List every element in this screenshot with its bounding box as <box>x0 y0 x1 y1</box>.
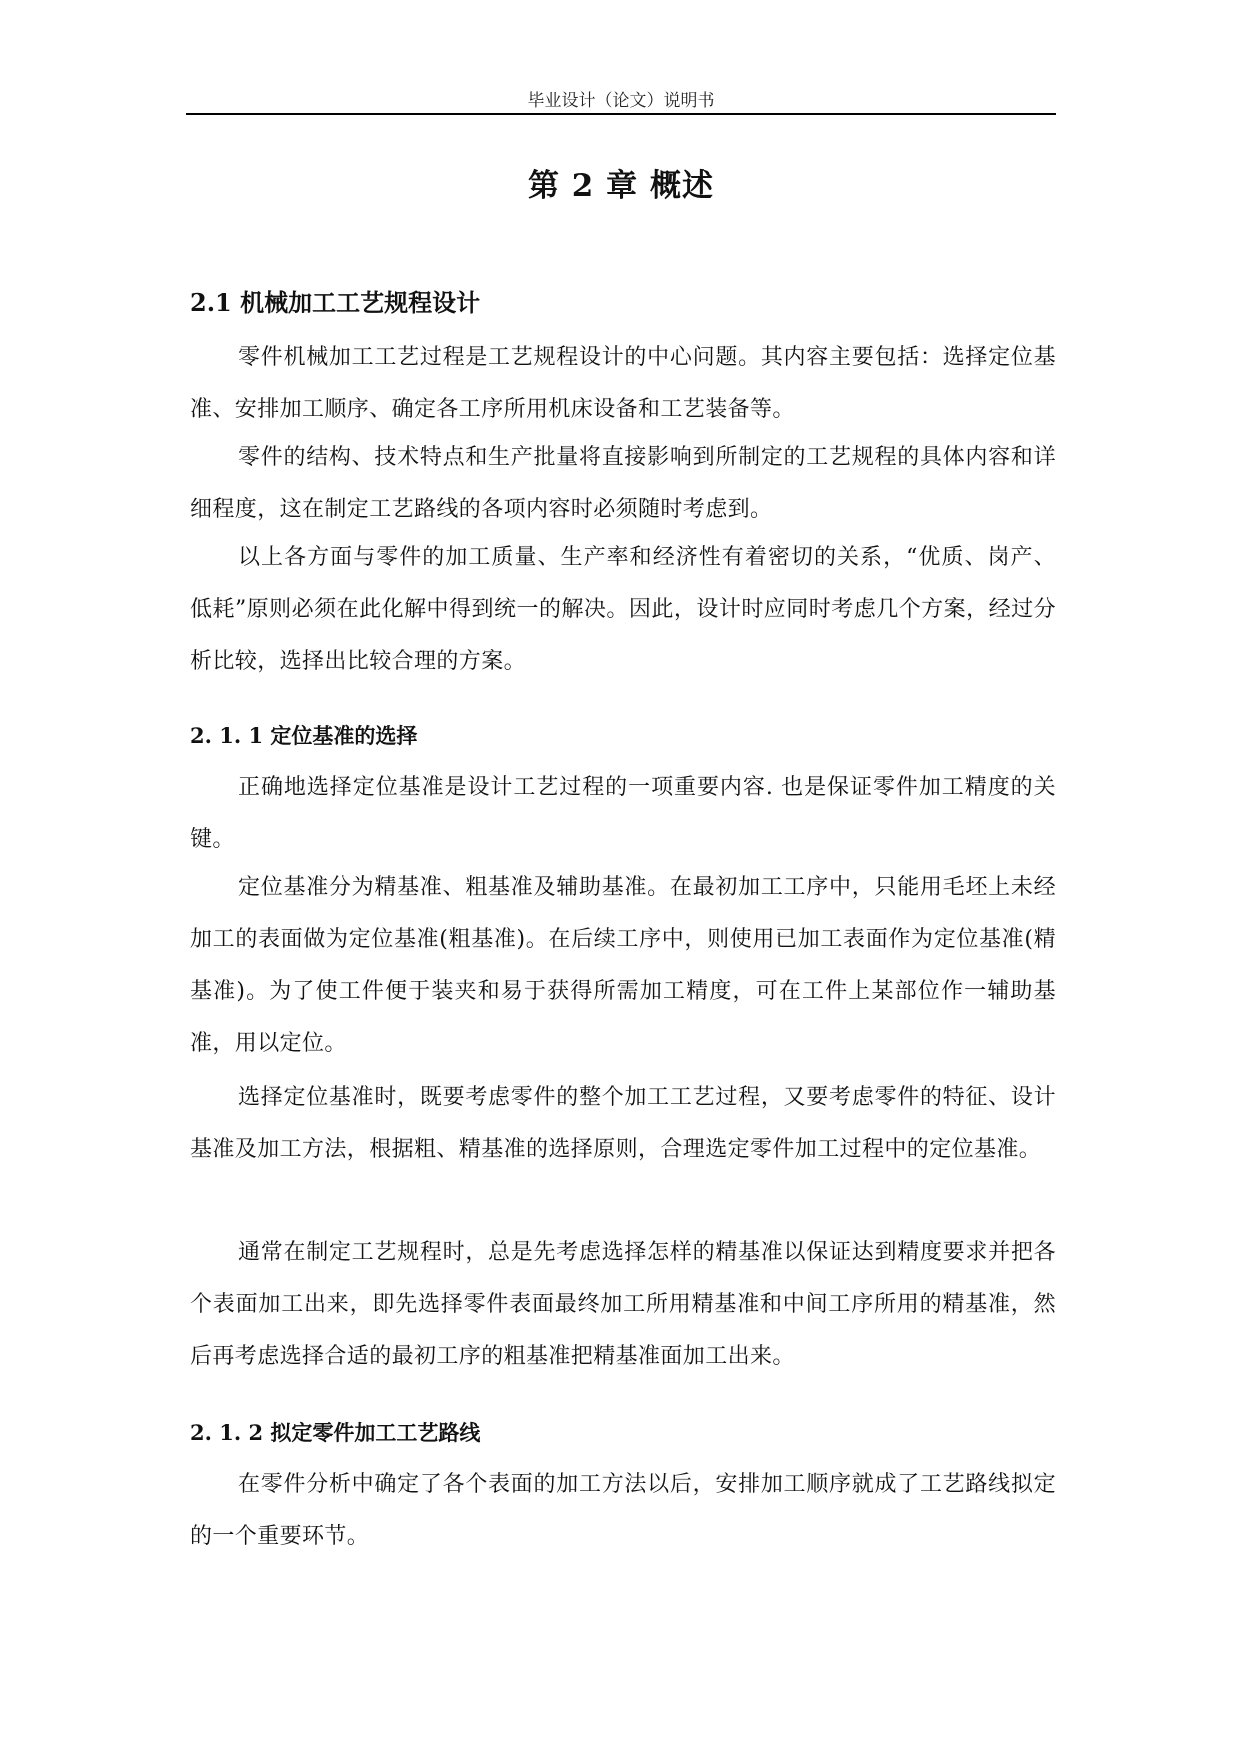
subsection-heading-2-1-2: 2. 1. 2 拟定零件加工工艺路线 <box>190 1420 481 1445</box>
paragraph: 定位基准分为精基准、粗基准及辅助基准。在最初加工工序中，只能用毛坯上未经加工的表面做为定位基准(粗基准)。在后续工序中，则使用已加工表面作为定位基准(精基准)。为了使工件便于装夹和易于获得所需加工精度，可在工件上某部位作一辅助基准，用以定位。 <box>190 875 1056 1056</box>
paragraph: 正确地选择定位基准是设计工艺过程的一项重要内容. 也是保证零件加工精度的关键。 <box>190 775 1056 852</box>
header-rule <box>186 113 1056 115</box>
running-header: 毕业设计（论文）说明书 <box>527 91 715 111</box>
section-heading-2-1: 2.1 机械加工工艺规程设计 <box>190 288 481 317</box>
paragraph: 选择定位基准时，既要考虑零件的整个加工工艺过程，又要考虑零件的特征、设计基准及加工方法，根据粗、精基准的选择原则，合理选定零件加工过程中的定位基准。 <box>190 1085 1056 1162</box>
paragraph: 在零件分析中确定了各个表面的加工方法以后，安排加工顺序就成了工艺路线拟定的一个重要环节。 <box>190 1472 1056 1549</box>
subsection-heading-2-1-1: 2. 1. 1 定位基准的选择 <box>190 723 418 748</box>
chapter-title: 第 2 章 概述 <box>528 168 714 204</box>
paragraph: 通常在制定工艺规程时，总是先考虑选择怎样的精基准以保证达到精度要求并把各个表面加工出来，即先选择零件表面最终加工所用精基准和中间工序所用的精基准，然后再考虑选择合适的最初工序的粗基准把精基准面加工出来。 <box>190 1240 1056 1369</box>
paragraph: 零件的结构、技术特点和生产批量将直接影响到所制定的工艺规程的具体内容和详细程度，这在制定工艺路线的各项内容时必须随时考虑到。 <box>190 445 1056 522</box>
paragraph: 以上各方面与零件的加工质量、生产率和经济性有着密切的关系，“优质、岗产、低耗”原则必须在此化解中得到统一的解决。因此，设计时应同时考虑几个方案，经过分析比较，选择出比较合理的方案。 <box>190 545 1056 674</box>
paragraph: 零件机械加工工艺过程是工艺规程设计的中心问题。其内容主要包括：选择定位基准、安排加工顺序、确定各工序所用机床设备和工艺装备等。 <box>190 345 1056 422</box>
